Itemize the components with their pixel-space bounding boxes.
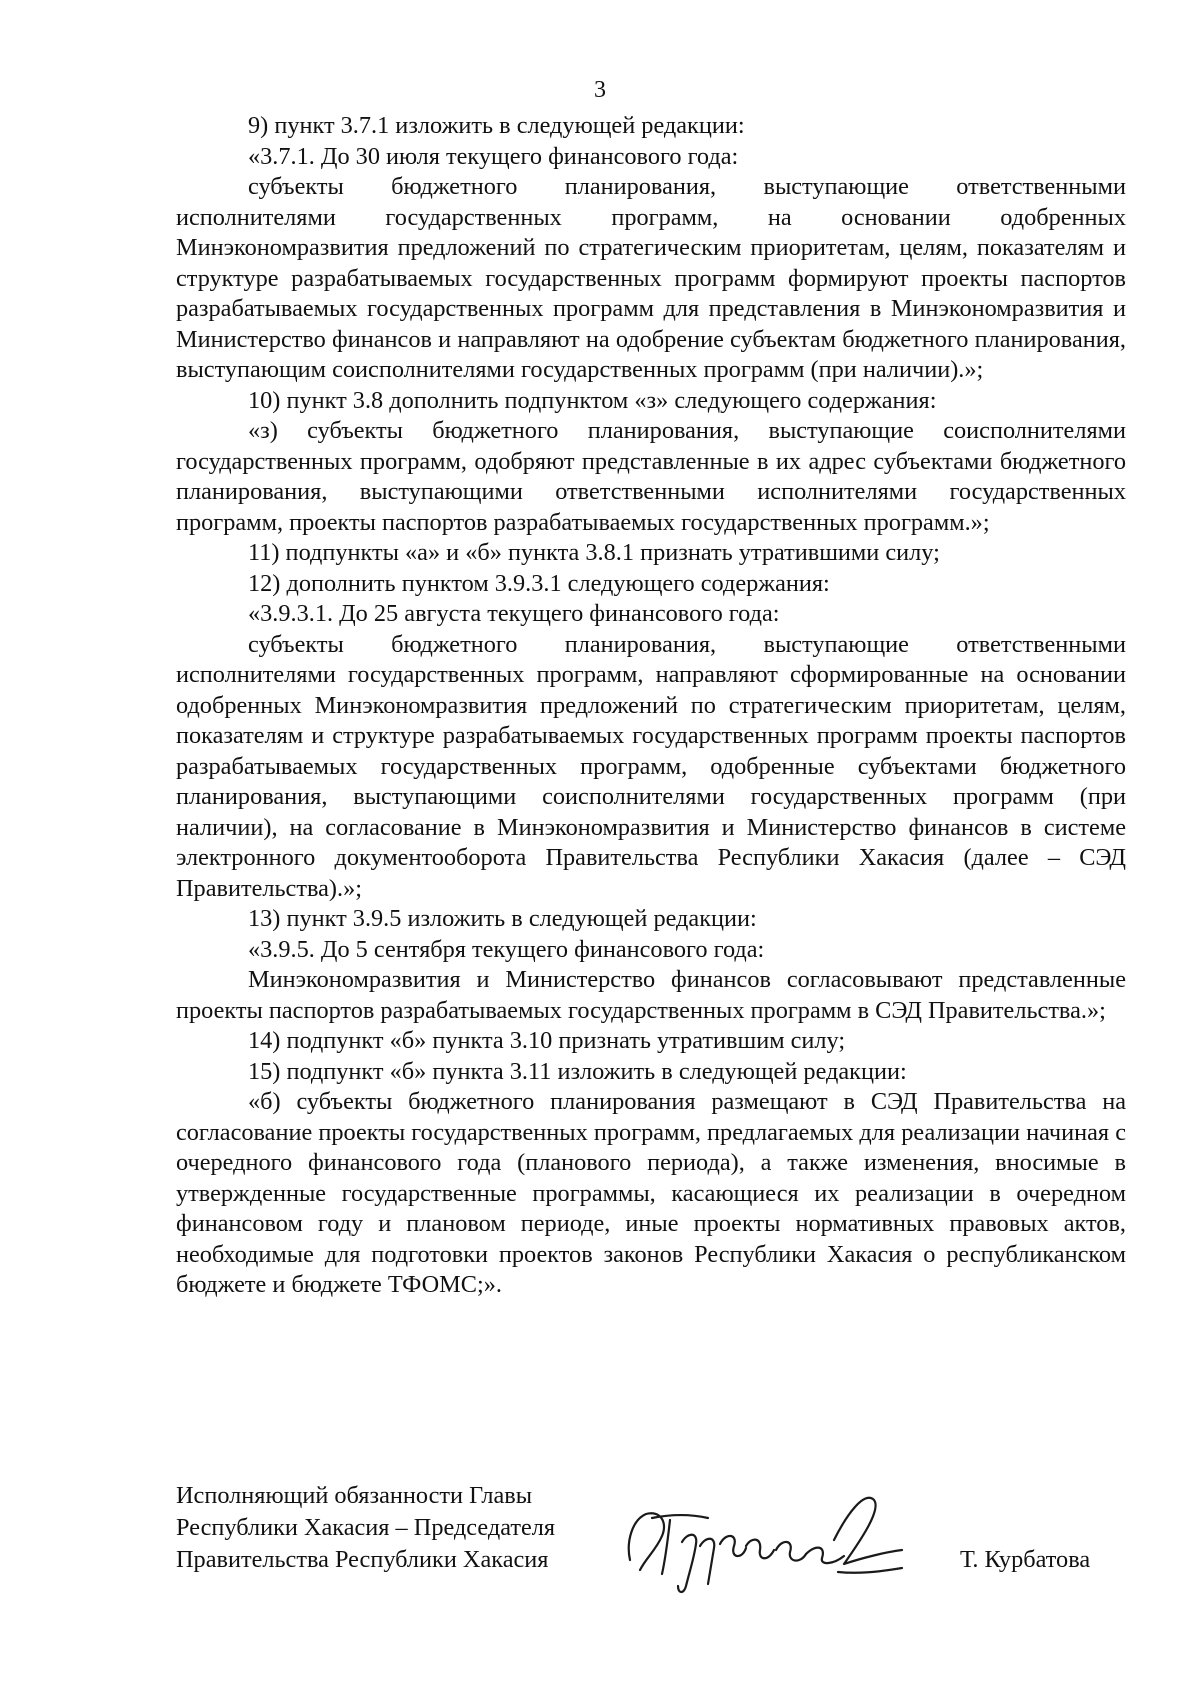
paragraph: субъекты бюджетного планирования, выступающие ответственными исполнителями государственных программ, на основании одобренных Минэкономразвития предложений по стратегическим приоритетам, целям, показателям и структуре разрабатываемых государственных программ формируют проекты паспортов разрабатываемых государственных программ для представления в Минэкономразвития и Министерство финансов и направляют на одобрение субъектам бюджетного планирования, выступающим соисполнителями государственных программ (при наличии).»; [176,173,1126,383]
paragraph: 15) подпункт «б» пункта 3.11 изложить в следующей редакции: [248,1057,907,1085]
paragraph: 12) дополнить пунктом 3.9.3.1 следующего содержания: [248,569,830,597]
paragraph: 10) пункт 3.8 дополнить подпунктом «з» следующего содержания: [248,386,937,414]
signatory-position-line: Правительства Республики Хакасия [176,1546,549,1573]
signatory-position-line: Исполняющий обязанности Главы [176,1482,533,1509]
signatory-position-line: Республики Хакасия – Председателя [176,1514,556,1541]
paragraph: Минэкономразвития и Министерство финансов согласовывают представленные проекты паспортов разрабатываемых государственных программ в СЭД Правительства.»; [176,966,1126,1024]
signer-name: Т. Курбатова [960,1546,1091,1573]
paragraph: «б) субъекты бюджетного планирования размещают в СЭД Правительства на согласование проекты государственных программ, предлагаемых для реализации начиная с очередного финансового года (планового периода), а также изменения, вносимые в утвержденные государственные программы, касающиеся их реализации в очередном финансовом году и плановом периоде, иные проекты нормативных правовых актов, необходимые для подготовки проектов законов Республики Хакасия о республиканском бюджете и бюджете ТФОМС;». [176,1088,1126,1298]
paragraph: «3.9.3.1. До 25 августа текущего финансового года: [248,600,780,627]
paragraph: 14) подпункт «б» пункта 3.10 признать утратившим силу; [248,1027,846,1054]
paragraph: 9) пункт 3.7.1 изложить в следующей редакции: [248,112,745,139]
paragraph: «з) субъекты бюджетного планирования, выступающие соисполнителями государственных программ, одобряют представленные в их адрес субъектами бюджетного планирования, выступающими ответственными исполнителями государственных программ, проекты паспортов разрабатываемых государственных программ.»; [176,417,1126,536]
paragraph: 11) подпункты «а» и «б» пункта 3.8.1 признать утратившими силу; [248,539,940,566]
handwritten-signature [612,1480,912,1600]
paragraph: «3.7.1. До 30 июля текущего финансового года: [248,142,739,170]
paragraph: «3.9.5. До 5 сентября текущего финансового года: [248,935,765,963]
paragraph: субъекты бюджетного планирования, выступающие ответственными исполнителями государственных программ, направляют сформированные на основании одобренных Минэкономразвития предложений по стратегическим приоритетам, целям, показателям и структуре разрабатываемых государственных программ проекты паспортов разрабатываемых государственных программ, одобренные субъектами бюджетного планирования, выступающими соисполнителями государственных программ (при наличии), на согласование в Минэкономразвития и Министерство финансов в системе электронного документооборота Правительства Республики Хакасия (далее – СЭД Правительства).»; [176,630,1126,902]
page-number: 3 [594,77,606,103]
document-body [176,111,1126,1301]
signatory-position [176,1480,555,1576]
paragraph: 13) пункт 3.9.5 изложить в следующей редакции: [248,905,757,932]
